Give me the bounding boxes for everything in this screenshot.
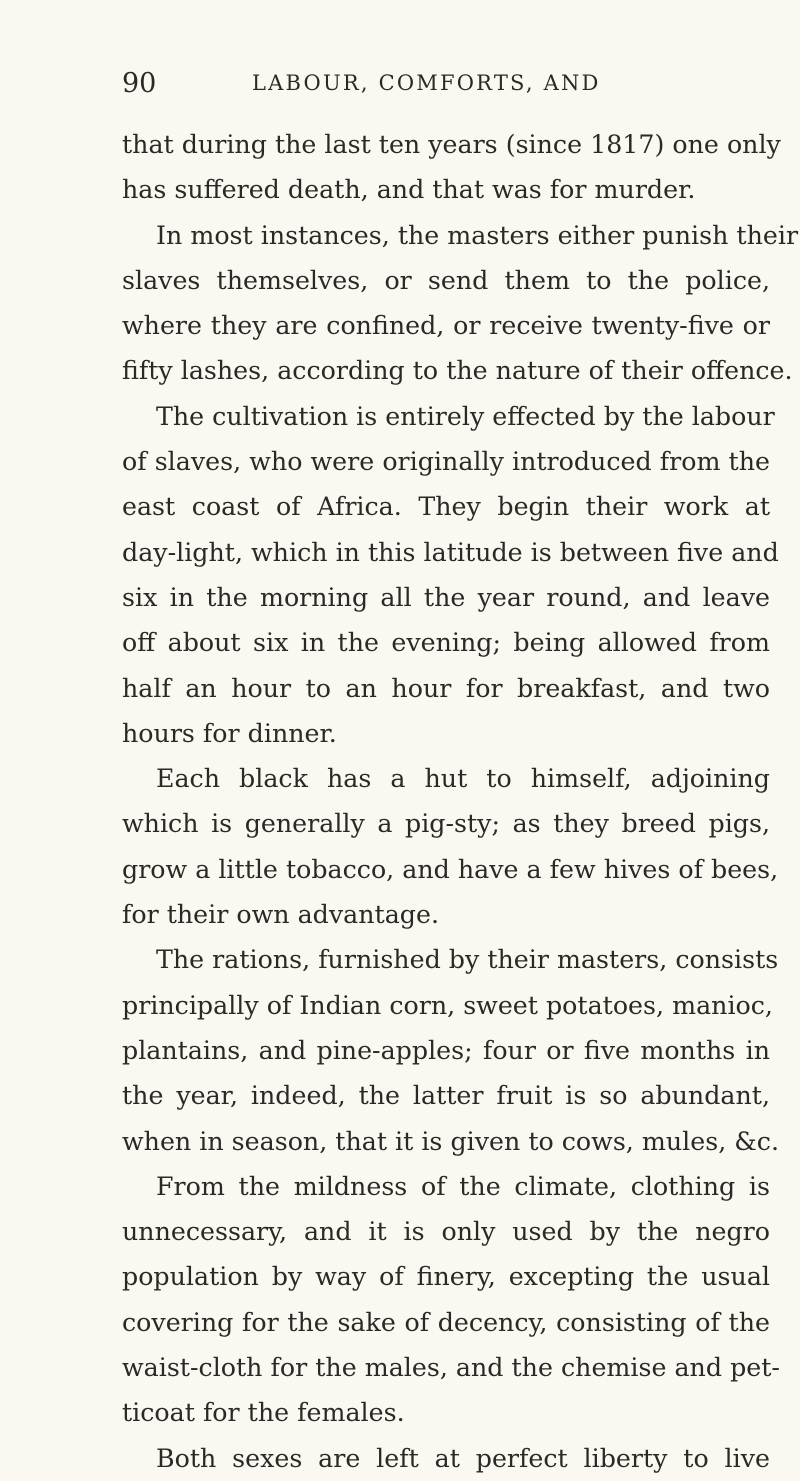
- text-line: six in the morning all the year round, and leave: [122, 582, 770, 612]
- text-line: The cultivation is entirely effected by the labour: [156, 401, 775, 431]
- text-line: unnecessary, and it is only used by the negro: [122, 1217, 770, 1247]
- text-line: for their own advantage.: [122, 900, 439, 930]
- text-line: Both sexes are left at perfect liberty to live: [156, 1443, 770, 1473]
- text-line: hours for dinner.: [122, 718, 337, 748]
- page-number: 90: [122, 68, 157, 99]
- text-line: half an hour to an hour for breakfast, and two: [122, 673, 770, 703]
- text-line: ticoat for the females.: [122, 1398, 405, 1428]
- page-header: [122, 68, 762, 104]
- text-line: which is generally a pig-sty; as they breed pigs,: [122, 809, 770, 839]
- text-line: From the mildness of the climate, clothing is: [156, 1171, 770, 1201]
- body-text: [122, 122, 799, 1481]
- running-head: LABOUR, COMFORTS, AND: [252, 71, 601, 95]
- text-line: where they are confined, or receive twenty-five or: [122, 311, 770, 341]
- text-line: grow a little tobacco, and have a few hives of bees,: [122, 854, 779, 884]
- text-line: population by way of finery, excepting the usual: [122, 1262, 770, 1292]
- text-line: that during the last ten years (since 1817) one only: [122, 130, 781, 159]
- text-line: Each black has a hut to himself, adjoining: [156, 764, 770, 794]
- text-line: east coast of Africa. They begin their work at: [122, 492, 770, 522]
- text-line: principally of Indian corn, sweet potatoes, manioc,: [122, 990, 773, 1020]
- text-line: waist-cloth for the males, and the chemise and pet-: [122, 1353, 780, 1383]
- text-line: slaves themselves, or send them to the police,: [122, 265, 770, 295]
- text-line: The rations, furnished by their masters, consists: [156, 945, 779, 975]
- text-line: has suffered death, and that was for murder.: [122, 175, 696, 205]
- text-line: covering for the sake of decency, consisting of the: [122, 1307, 770, 1337]
- text-line: day-light, which in this latitude is between five and: [122, 537, 779, 567]
- text-line: when in season, that it is given to cows, mules, &c.: [122, 1126, 780, 1156]
- text-line: In most instances, the masters either punish their: [156, 220, 799, 250]
- text-line: plantains, and pine-apples; four or five months in: [122, 1035, 770, 1065]
- text-line: of slaves, who were originally introduced from the: [122, 447, 770, 477]
- text-line: off about six in the evening; being allowed from: [122, 628, 770, 658]
- text-line: fifty lashes, according to the nature of their offence.: [122, 356, 793, 386]
- text-line: the year, indeed, the latter fruit is so abundant,: [122, 1081, 770, 1111]
